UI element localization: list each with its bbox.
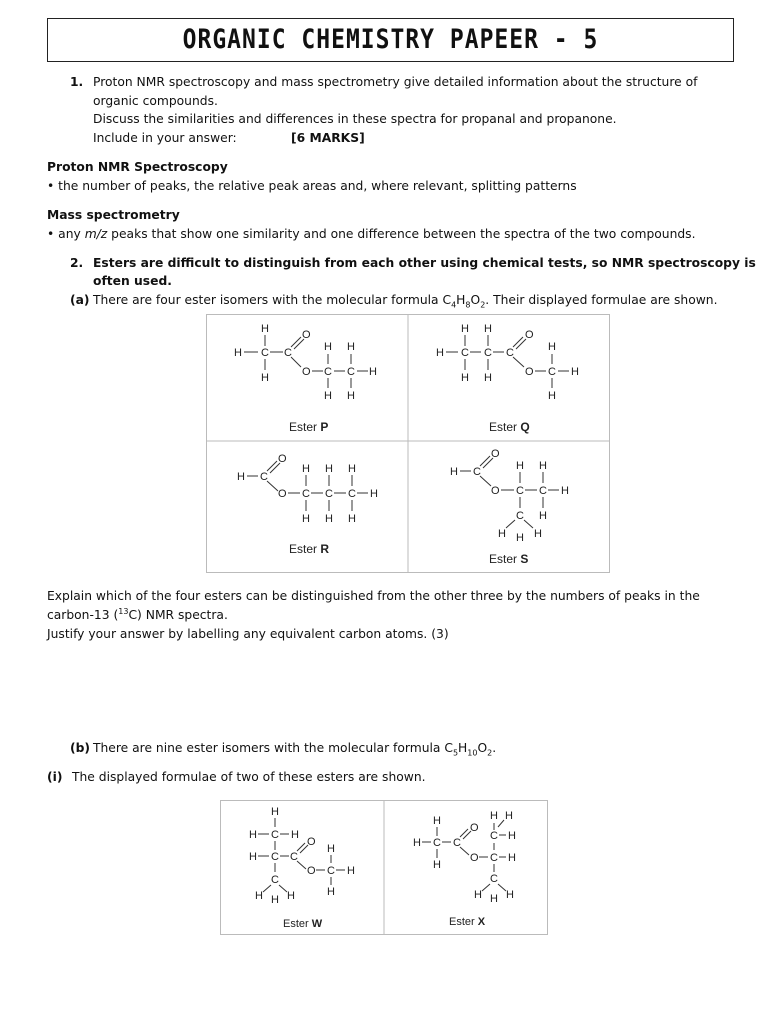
svg-text:O: O [278,453,287,465]
svg-text:O: O [307,865,316,877]
svg-text:H: H [255,890,263,902]
svg-text:H: H [461,372,469,384]
svg-text:H: H [327,843,335,855]
svg-text:C: C [271,829,279,841]
svg-text:H: H [484,323,492,335]
q1-line2: organic compounds. [93,94,218,108]
svg-text:O: O [491,485,500,497]
q2a-text: There are four ester isomers with the molecular formula $C_4H_8O_2$. Their displayed formulae are shown. [93,293,718,310]
svg-text:O: O [278,488,287,500]
svg-text:C: C [461,347,469,359]
svg-text:C: C [516,510,524,522]
ester-figure-2 [220,800,548,935]
svg-text:H: H [348,513,356,525]
svg-text:H: H [271,894,279,906]
svg-text:H: H [249,851,257,863]
ester-grid-svg [207,315,609,572]
svg-text:H: H [271,806,279,818]
ester-r-caption: Ester R [289,542,330,556]
svg-text:H: H [249,829,257,841]
svg-text:C: C [348,488,356,500]
ester-x-caption: Ester X [449,916,486,928]
svg-text:C: C [325,488,333,500]
q1-line4: Include in your answer: [93,131,237,145]
svg-text:H: H [324,341,332,353]
svg-text:H: H [291,829,299,841]
svg-text:C: C [490,852,498,864]
svg-text:C: C [261,347,269,359]
q1-line3: Discuss the similarities and differences in these spectra for propanal and propanone. [93,112,617,126]
svg-text:H: H [234,347,242,359]
svg-text:C: C [324,366,332,378]
svg-text:H: H [548,341,556,353]
svg-text:H: H [461,323,469,335]
svg-text:C: C [490,830,498,842]
ms-bullet: • any m/z peaks that show one similarity and one difference between the spectra of the two compounds. [47,227,696,241]
ester-wx-svg [221,801,547,934]
svg-text:H: H [505,810,513,822]
explain-line1: Explain which of the four esters can be distinguished from the other three by the numbers of peaks in the [47,589,700,603]
svg-text:H: H [539,510,547,522]
q1-line1: Proton NMR spectroscopy and mass spectrometry give detailed information about the structure of [93,75,698,89]
svg-text:H: H [324,390,332,402]
svg-text:H: H [261,323,269,335]
svg-text:H: H [348,463,356,475]
q1-number: 1. [70,75,84,89]
svg-text:H: H [325,513,333,525]
svg-text:H: H [347,865,355,877]
q2b-label: (b) [70,741,91,755]
svg-text:O: O [307,836,316,848]
svg-text:H: H [508,852,516,864]
ester-figure-1 [206,314,610,573]
q1-marks: [6 MARKS] [291,131,365,145]
svg-text:C: C [271,874,279,886]
svg-text:C: C [539,485,547,497]
svg-text:H: H [516,532,524,544]
svg-text:C: C [506,347,514,359]
nmr-bullet: • the number of peaks, the relative peak areas and, where relevant, splitting patterns [47,179,577,193]
svg-text:H: H [287,890,295,902]
explain-line3: Justify your answer by labelling any equivalent carbon atoms. (3) [47,627,449,641]
svg-text:H: H [369,366,377,378]
ester-r-structure [237,453,378,525]
ester-p-caption: Ester P [289,420,329,434]
svg-text:O: O [470,822,479,834]
svg-text:O: O [302,366,311,378]
ester-s-caption: Ester S [489,552,529,566]
svg-text:H: H [561,485,569,497]
q2-line1: Esters are difficult to distinguish from each other using chemical tests, so NMR spectroscopy is [93,256,756,270]
q2b-text: There are nine ester isomers with the molecular formula $C_5H_{10}O_2$. [93,741,497,758]
ester-w-structure [249,806,355,906]
svg-text:H: H [539,460,547,472]
svg-text:C: C [484,347,492,359]
svg-text:H: H [508,830,516,842]
ester-w-caption: Ester W [283,918,323,930]
svg-text:H: H [302,513,310,525]
svg-text:C: C [327,865,335,877]
svg-text:H: H [413,837,421,849]
svg-text:C: C [302,488,310,500]
svg-text:H: H [302,463,310,475]
title-box [47,18,734,62]
svg-text:O: O [302,329,311,341]
svg-text:O: O [470,852,479,864]
svg-text:H: H [450,466,458,478]
svg-text:H: H [261,372,269,384]
ester-q-caption: Ester Q [489,420,530,434]
q2-number: 2. [70,256,84,270]
svg-text:H: H [490,893,498,905]
svg-text:H: H [506,889,514,901]
svg-text:H: H [347,341,355,353]
svg-text:H: H [516,460,524,472]
svg-text:C: C [516,485,524,497]
svg-text:C: C [284,347,292,359]
ester-s-structure [450,448,569,544]
svg-text:H: H [571,366,579,378]
svg-text:H: H [474,889,482,901]
svg-text:C: C [473,466,481,478]
svg-text:C: C [548,366,556,378]
q2-line2: often used. [93,274,172,288]
svg-text:H: H [325,463,333,475]
svg-text:H: H [370,488,378,500]
ester-p-structure [234,323,377,402]
q2a-label: (a) [70,293,90,307]
svg-text:H: H [433,815,441,827]
svg-text:H: H [548,390,556,402]
ms-heading: Mass spectrometry [47,208,180,222]
svg-text:C: C [490,873,498,885]
ester-x-structure [413,810,516,905]
svg-text:C: C [271,851,279,863]
svg-text:C: C [433,837,441,849]
nmr-heading: Proton NMR Spectroscopy [47,160,228,174]
q2bi-text: The displayed formulae of two of these esters are shown. [72,770,426,784]
explain-line2: carbon-13 ($^{13}$C) NMR spectra. [47,606,228,622]
svg-text:H: H [237,471,245,483]
svg-text:C: C [260,471,268,483]
svg-text:C: C [290,851,298,863]
svg-text:C: C [347,366,355,378]
page-title: ORGANIC CHEMISTRY PAPEER - 5 [182,25,599,55]
svg-text:C: C [453,837,461,849]
svg-text:H: H [534,528,542,540]
q2bi-label: (i) [47,770,63,784]
svg-text:H: H [484,372,492,384]
svg-text:H: H [347,390,355,402]
svg-text:O: O [491,448,500,460]
svg-text:O: O [525,329,534,341]
svg-text:H: H [498,528,506,540]
svg-text:O: O [525,366,534,378]
svg-text:H: H [433,859,441,871]
ester-q-structure [436,323,579,402]
svg-text:H: H [436,347,444,359]
svg-text:H: H [327,886,335,898]
svg-text:H: H [490,810,498,822]
